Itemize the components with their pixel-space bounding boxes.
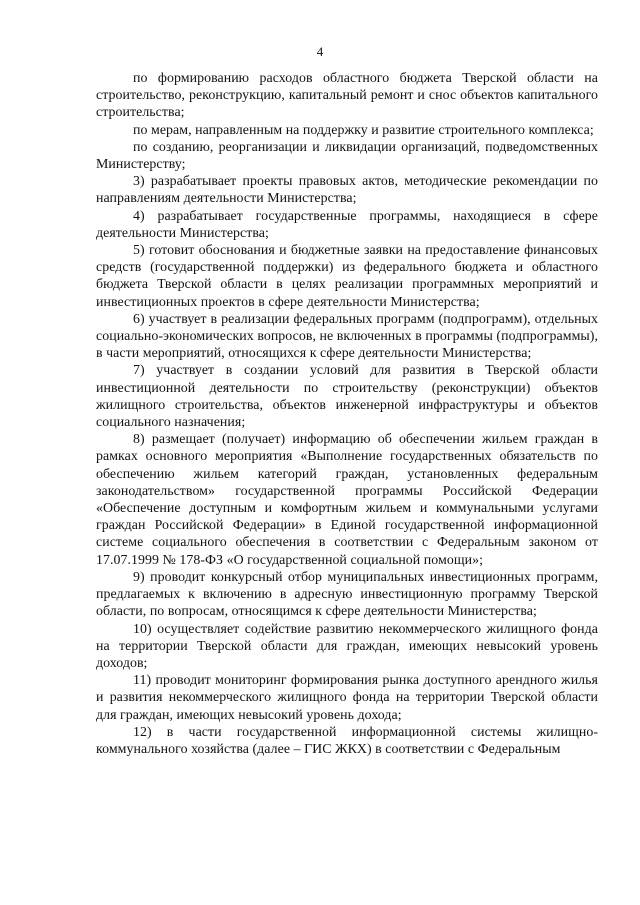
paragraph-item-7: 7) участвует в создании условий для развития в Тверской области инвестиционной деятельности по строительству (реконструкции) объектов жилищного строительства, объектов инженерной инфраструктуры и объектов социального назначения; (96, 363, 598, 431)
paragraph-item-10: 10) осуществляет содействие развитию некоммерческого жилищного фонда на территории Тверской области для граждан, имеющих невысокий уровень доходов; (96, 621, 598, 671)
paragraph-item-3: 3) разрабатывает проекты правовых актов, методические рекомендации по направлениям деятельности Министерства; (96, 174, 598, 207)
paragraph-organizations: по созданию, реорганизации и ликвидации организаций, подведомственных Министерству; (96, 139, 598, 173)
paragraph-construction-complex: по мерам, направленным на поддержку и развитие строительного комплекса; (133, 122, 594, 138)
paragraph-item-8: 8) размещает (получает) информацию об обеспечении жильем граждан в рамках основного мероприятия «Выполнение государственных обязательств по обеспечению жильем категорий граждан, установленных федеральным законодательством» государственной программы Российской Федерации «Обеспечение доступным и комфортным жильем и коммунальными услугами граждан Российской Федерации» в Единой государственной информационной системе социального обеспечения в соответствии с Федеральным законом от 17.07.1999 № 178-ФЗ «О государственной социальной помощи»; (96, 432, 598, 568)
paragraph-item-6: 6) участвует в реализации федеральных программ (подпрограмм), отдельных социально-экономических вопросов, не включенных в программы (подпрограммы), в части мероприятий, относящихся к сфере деятельности Министерства; (96, 311, 598, 362)
paragraph-item-12: 12) в части государственной информационной системы жилищно-коммунального хозяйства (далее – ГИС ЖКХ) в соответствии с Федеральным (96, 724, 598, 757)
page-number: 4 (316, 44, 324, 59)
paragraph-item-11: 11) проводит мониторинг формирования рынка доступного арендного жилья и развития некоммерческого жилищного фонда на территории Тверской области для граждан, имеющих невысокий уровень дохода; (96, 673, 598, 723)
paragraph-item-9: 9) проводит конкурсный отбор муниципальных инвестиционных программ, предлагаемых к включению в адресную инвестиционную программу Тверской области, по вопросам, относящимся к сфере деятельности Министерства; (96, 569, 598, 620)
paragraph-item-5: 5) готовит обоснования и бюджетные заявки на предоставление финансовых средств (государственной поддержки) из федерального бюджета и областного бюджета Тверской области в целях реализации программных мероприятий и инвестиционных проектов в сфере деятельности Министерства; (96, 243, 598, 310)
paragraph-item-4: 4) разрабатывает государственные программы, находящиеся в сфере деятельности Министерства; (96, 208, 598, 241)
document-body (96, 70, 598, 758)
paragraph-budget-expenses: по формированию расходов областного бюджета Тверской области на строительство, реконструкцию, капитальный ремонт и снос объектов капитального строительства; (96, 71, 598, 121)
